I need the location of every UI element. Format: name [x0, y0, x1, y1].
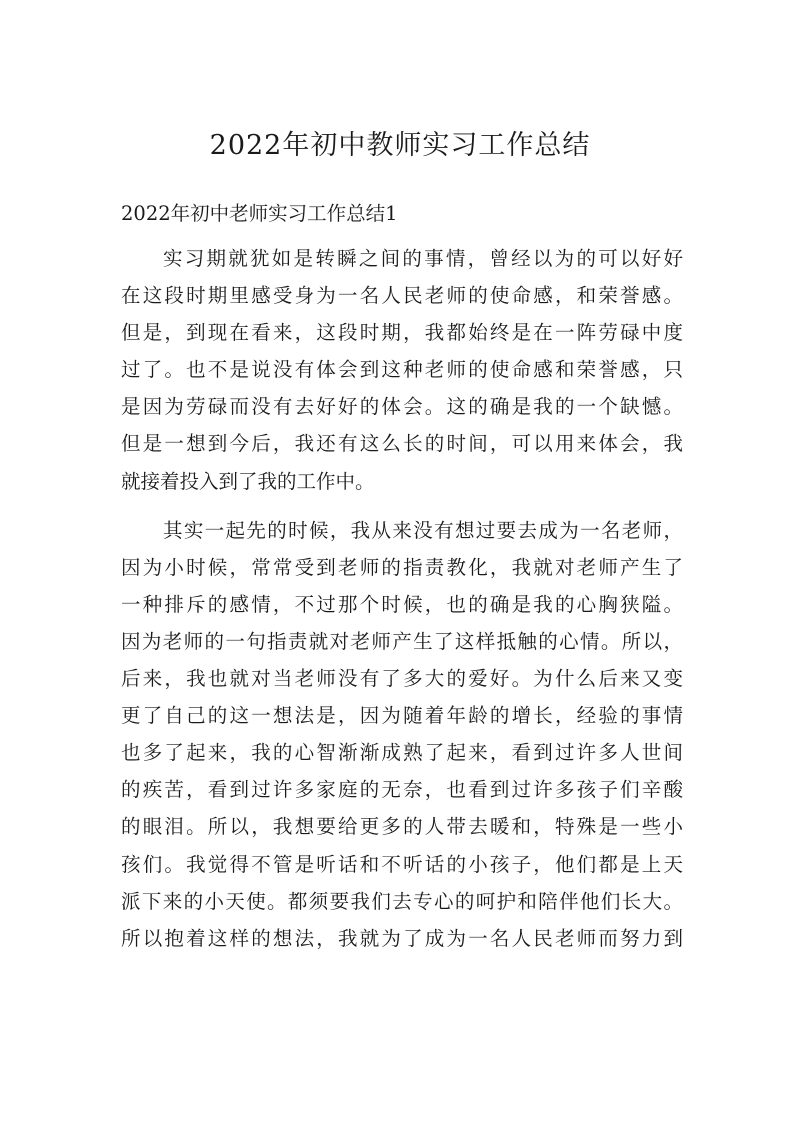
document-body: [121, 240, 683, 957]
paragraph-line: 其实一起先的时候，我从来没有想过要去成为一名老师，: [163, 518, 683, 542]
paragraph-line: 更了自己的这一想法是，因为随着年龄的增长，经验的事情: [121, 704, 683, 728]
paragraph-1: [121, 240, 683, 500]
paragraph-line: 但是一想到今后，我还有这么长的时间，可以用来体会，我: [121, 432, 683, 456]
paragraph-line: 也多了起来，我的心智渐渐成熟了起来，看到过许多人世间: [121, 741, 683, 765]
paragraph-line: 因为老师的一句指责就对老师产生了这样抵触的心情。所以，: [121, 629, 683, 653]
paragraph-line: 过了。也不是说没有体会到这种老师的使命感和荣誉感，只: [121, 358, 683, 382]
paragraph-line: 孩们。我觉得不管是听话和不听话的小孩子，他们都是上天: [121, 852, 683, 876]
paragraph-line: 一种排斥的感情，不过那个时候，也的确是我的心胸狭隘。: [121, 592, 683, 616]
paragraph-line: 是因为劳碌而没有去好好的体会。这的确是我的一个缺憾。: [121, 395, 683, 419]
paragraph-line: 派下来的小天使。都须要我们去专心的呵护和陪伴他们长大。: [121, 889, 683, 913]
paragraph-line: 后来，我也就对当老师没有了多大的爱好。为什么后来又变: [121, 667, 683, 691]
paragraph-line: 就接着投入到了我的工作中。: [121, 469, 375, 493]
paragraph-line: 因为小时候，常常受到老师的指责教化，我就对老师产生了: [121, 555, 683, 579]
paragraph-line: 但是，到现在看来，这段时期，我都始终是在一阵劳碌中度: [121, 321, 683, 345]
document-title: 2022年初中教师实习工作总结: [209, 130, 591, 161]
paragraph-line: 所以抱着这样的想法，我就为了成为一名人民老师而努力到: [121, 926, 683, 950]
paragraph-line: 的眼泪。所以，我想要给更多的人带去暖和，特殊是一些小: [121, 815, 683, 839]
paragraph-line: 实习期就犹如是转瞬之间的事情，曾经以为的可以好好: [163, 247, 683, 270]
paragraph-line: 的疾苦，看到过许多家庭的无奈，也看到过许多孩子们辛酸: [121, 778, 683, 802]
paragraph-line: 在这段时期里感受身为一名人民老师的使命感，和荣誉感。: [121, 284, 683, 308]
paragraph-2: [121, 512, 683, 957]
section-heading: 2022年初中老师实习工作总结1: [121, 202, 398, 225]
paragraph-gap: [121, 500, 683, 512]
